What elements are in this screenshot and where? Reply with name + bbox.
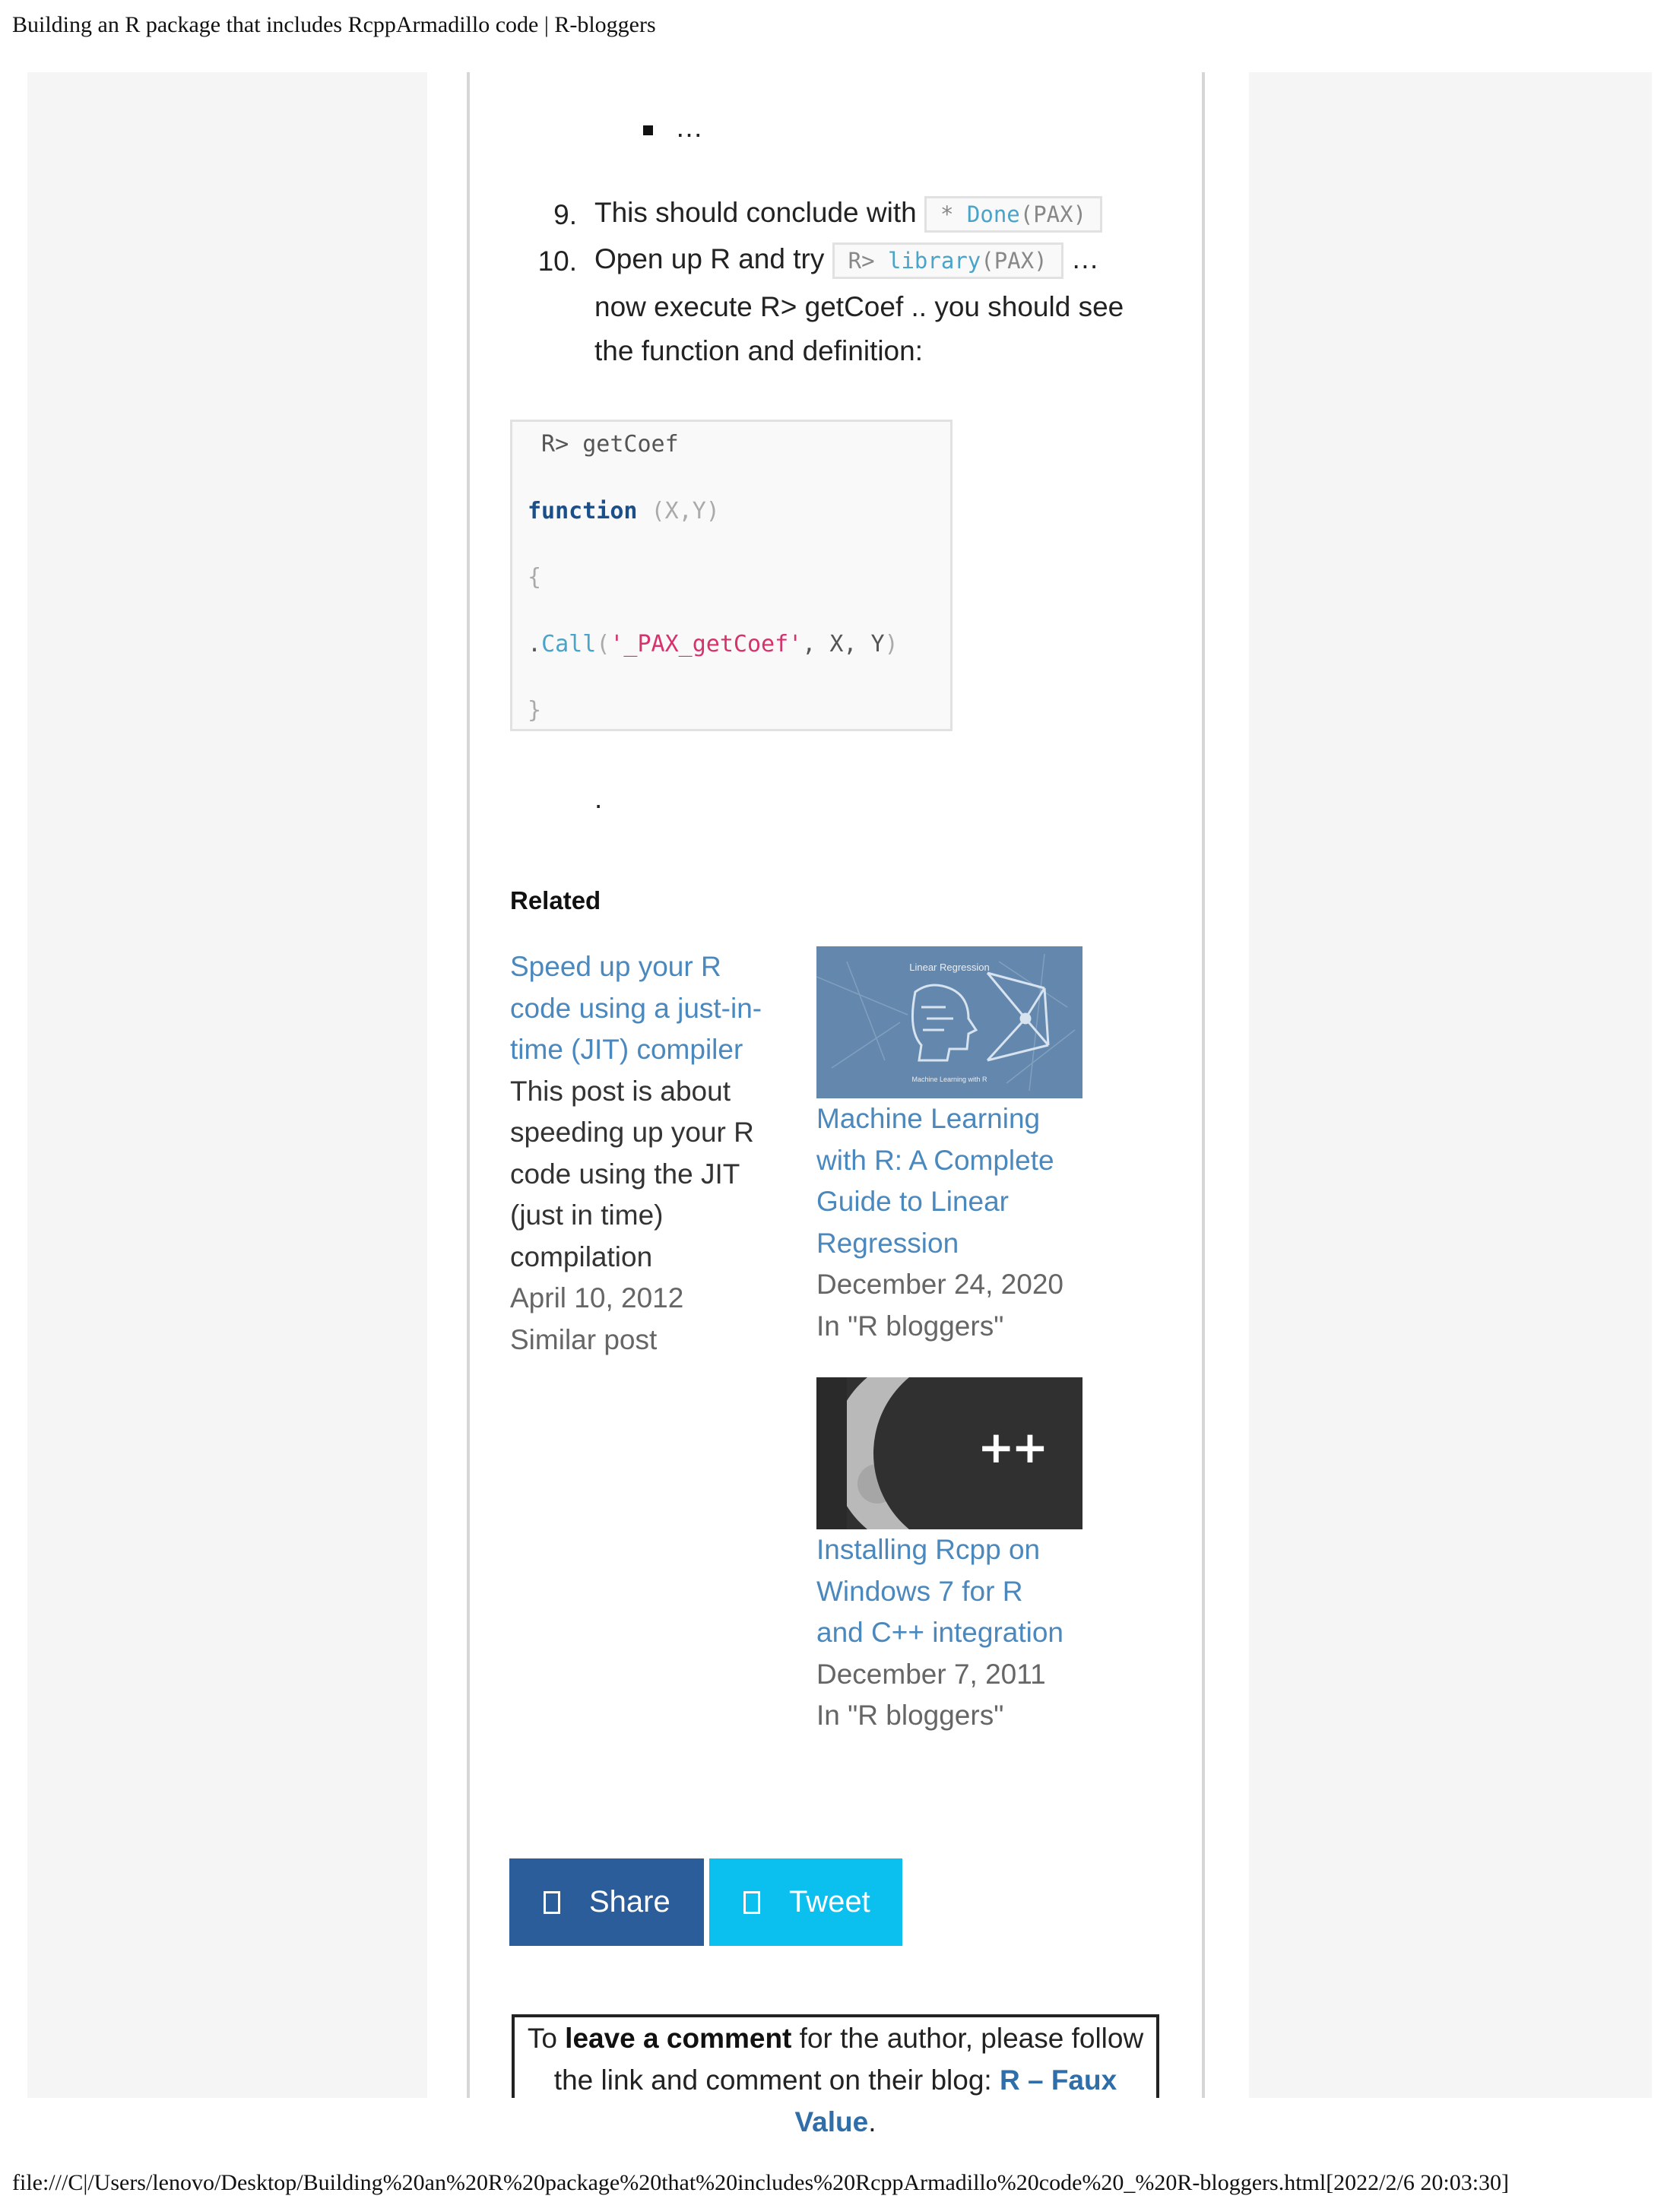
step-9-text: This should conclude with (594, 196, 917, 228)
step-9-code: * Done(PAX) (924, 196, 1102, 233)
related-item-3-context: In "R bloggers" (816, 1700, 1004, 1731)
related-item-3-thumbnail[interactable] (816, 1377, 1082, 1529)
right-sidebar (1249, 72, 1652, 2098)
related-item-2 (816, 1098, 1105, 1347)
step-number-9: 9. (553, 199, 577, 230)
twitter-icon (743, 1891, 760, 1914)
related-item-1-context: Similar post (510, 1323, 658, 1355)
step-10-text: Open up R and try (594, 242, 825, 274)
page-title: Building an R package that includes RcppArmadillo code | R-bloggers (12, 12, 656, 37)
code-line-2: function (X,Y) (528, 498, 720, 524)
related-item-1-desc: This post is about speeding up your R code using the JIT (just in time) compilation (510, 1075, 754, 1272)
related-item-2-context: In "R bloggers" (816, 1310, 1004, 1342)
code-block (510, 420, 953, 731)
comment-notice: To leave a comment for the author, please follow the link and comment on their blog: R – Faux Value. (512, 2014, 1159, 2098)
related-item-2-thumbnail[interactable] (816, 946, 1082, 1098)
facebook-icon (544, 1891, 560, 1914)
left-sidebar (27, 72, 427, 2098)
step-10 (594, 242, 1099, 279)
ml-thumbnail-art (816, 946, 1082, 1098)
step-number-10: 10. (537, 246, 577, 277)
related-item-2-title[interactable]: Machine Learning with R: A Complete Guide to Linear Regression (816, 1103, 1054, 1259)
cpp-plus-text: ++ (978, 1421, 1046, 1473)
related-item-3 (816, 1529, 1105, 1737)
file-path: file:///C|/Users/lenovo/Desktop/Building%20an%20R%20package%20that%20includes%20RcppArmadillo%20code%20_%20R-bloggers.html[2022/2/6 20:03:30] (12, 2170, 1510, 2195)
code-line-3: { (528, 564, 542, 591)
step-10-line-3: the function and definition: (594, 335, 923, 366)
thumb-subtitle: Machine Learning with R (911, 1076, 987, 1083)
nested-bullet-text: … (675, 112, 703, 143)
related-item-1 (510, 946, 784, 1361)
step-10-line-2: now execute R> getCoef .. you should see (594, 291, 1124, 322)
related-heading: Related (510, 886, 601, 914)
comment-bold: leave a comment (565, 2023, 792, 2054)
related-item-2-date: December 24, 2020 (816, 1269, 1063, 1300)
related-item-1-title[interactable]: Speed up your R code using a just-in- time (JIT) compiler (510, 951, 762, 1065)
related-item-3-title[interactable]: Installing Rcpp on Windows 7 for R and C++ integration (816, 1534, 1064, 1648)
moon-thumbnail-art (816, 1377, 1082, 1529)
code-line-5: } (528, 697, 542, 724)
tweet-label: Tweet (789, 1885, 870, 1919)
code-line-1: R> getCoef (528, 431, 679, 458)
trailing-dot: . (594, 783, 603, 814)
share-button[interactable] (509, 1858, 704, 1946)
blog-link[interactable]: R – Faux Value (794, 2064, 1117, 2137)
step-10-trail: … (1070, 242, 1099, 274)
thumb-title: Linear Regression (909, 962, 990, 973)
step-9 (594, 196, 1102, 233)
content-border-left (467, 72, 470, 2098)
square-bullet-icon (643, 125, 653, 135)
related-item-1-date: April 10, 2012 (510, 1282, 684, 1313)
step-10-code: R> library(PAX) (832, 242, 1063, 279)
code-line-4: .Call('_PAX_getCoef', X, Y) (528, 631, 899, 657)
share-label: Share (589, 1885, 670, 1919)
content-border-right (1202, 72, 1205, 2098)
related-item-3-date: December 7, 2011 (816, 1658, 1046, 1690)
tweet-button[interactable] (709, 1858, 902, 1946)
